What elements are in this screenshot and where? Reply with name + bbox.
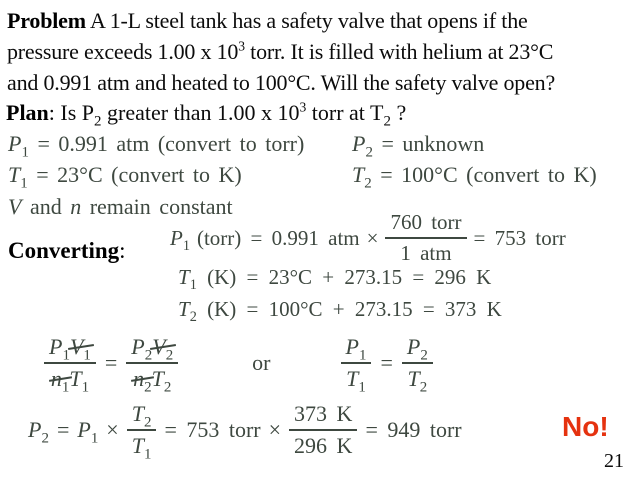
exponent: 3 xyxy=(299,99,307,115)
p1-token xyxy=(170,225,190,254)
given-t1-value: = 23°C (convert to K) xyxy=(27,162,242,187)
fraction-numerator: 373 K xyxy=(289,401,357,431)
math-var-v: V xyxy=(69,334,84,359)
math-var-t: T xyxy=(131,401,144,426)
subscript: 1 xyxy=(358,347,367,364)
converting-label xyxy=(8,238,126,264)
gas-law-row xyxy=(44,334,433,396)
combined-law-fraction-2 xyxy=(126,334,178,396)
problem-text-2a: pressure exceeds 1.00 x 10 xyxy=(7,39,239,64)
multiply-sign: × xyxy=(268,417,282,442)
math-var-t: T xyxy=(178,297,190,321)
cancelled-n1 xyxy=(50,366,70,396)
given-p2 xyxy=(352,131,485,161)
equals-sign: = xyxy=(380,350,393,375)
fraction-denominator xyxy=(402,364,432,396)
simplified-law-fraction-1 xyxy=(341,334,372,396)
math-var-t: T xyxy=(352,162,365,187)
plan-text-a: : Is P xyxy=(48,100,95,125)
subscript: 1 xyxy=(62,347,70,364)
plan-text-b: greater than 1.00 x 10 xyxy=(101,100,300,125)
cancelled-n2 xyxy=(133,366,152,396)
math-var-p: P xyxy=(49,334,63,359)
subscript: 1 xyxy=(21,144,29,161)
problem-line-3 xyxy=(7,67,555,98)
subscript: 2 xyxy=(189,309,197,326)
math-var-p: P xyxy=(28,417,42,442)
math-var-n: n xyxy=(70,194,82,219)
given-t1 xyxy=(8,162,242,192)
multiply-sign: × xyxy=(106,417,119,442)
math-var-p: P xyxy=(131,334,145,359)
exponent: 3 xyxy=(238,38,245,54)
p1-token xyxy=(49,334,70,364)
subscript: 2 xyxy=(419,379,428,396)
plan-text-d: ? xyxy=(390,100,407,125)
fraction-numerator xyxy=(126,334,178,364)
p2-token xyxy=(131,334,153,364)
math-var-t: T xyxy=(178,265,190,289)
subscript: 2 xyxy=(144,347,153,364)
fraction-denominator xyxy=(127,431,157,463)
math-var-t: T xyxy=(151,366,164,391)
given-p2-value: = unknown xyxy=(372,131,485,156)
eq-text: (K) = 23°C + 273.15 = 296 K xyxy=(196,265,492,289)
math-var-n: n xyxy=(50,366,62,391)
subscript: 1 xyxy=(358,379,366,396)
plan-text-c: torr at T xyxy=(306,100,384,125)
fraction-numerator: 760 torr xyxy=(385,210,466,239)
subscript: 2 xyxy=(165,347,174,364)
and-text: and xyxy=(21,194,71,219)
fraction-numerator xyxy=(341,334,372,364)
math-var-t: T xyxy=(8,162,21,187)
converting-colon: : xyxy=(119,238,126,263)
cancelled-v2 xyxy=(152,334,174,364)
p1-token xyxy=(77,417,99,447)
final-equation xyxy=(28,401,462,463)
t1-token xyxy=(69,366,90,396)
fraction-denominator: 296 K xyxy=(294,433,353,458)
page-number: 21 xyxy=(604,450,624,472)
math-var-p: P xyxy=(170,225,183,250)
fraction-denominator xyxy=(128,364,176,396)
constants-text: remain constant xyxy=(81,194,233,219)
math-var-t: T xyxy=(131,433,144,458)
subscript: 2 xyxy=(163,379,172,396)
equals-sign: = xyxy=(56,417,70,442)
math-var-v: V xyxy=(8,194,22,219)
subscript: 1 xyxy=(182,237,190,254)
math-var-t: T xyxy=(69,366,82,391)
p2-token xyxy=(28,417,49,447)
plan-label: Plan xyxy=(6,100,49,125)
p2-subscript: 2 xyxy=(94,113,102,130)
eq-text: (torr) = 0.991 atm xyxy=(196,225,360,250)
eq-text: (K) = 100°C + 273.15 = 373 K xyxy=(196,297,502,321)
subscript: 2 xyxy=(144,379,152,396)
subscript: 2 xyxy=(41,430,49,447)
problem-text-3: and 0.991 atm and heated to 100°C. Will the safety valve open? xyxy=(7,70,556,95)
math-var-p: P xyxy=(352,131,366,156)
subscript: 1 xyxy=(81,379,90,396)
converting-eq-t2 xyxy=(178,297,502,326)
converting-eq-t1 xyxy=(178,265,492,294)
problem-text-2b: torr. It is filled with helium at 23°C xyxy=(244,39,554,64)
given-t2-value: = 100°C (convert to K) xyxy=(371,162,597,187)
subscript: 1 xyxy=(20,175,28,192)
t2-subscript: 2 xyxy=(383,113,391,130)
temperature-ratio-fraction xyxy=(127,401,157,463)
math-var-p: P xyxy=(406,334,421,359)
or-label: or xyxy=(252,350,271,375)
kelvin-ratio-fraction xyxy=(289,401,357,459)
subscript: 1 xyxy=(189,277,197,294)
subscript: 1 xyxy=(61,379,70,396)
conversion-fraction xyxy=(385,210,466,266)
simplified-law-fraction-2 xyxy=(402,334,433,396)
cancelled-v1 xyxy=(69,334,91,364)
math-var-p: P xyxy=(77,417,91,442)
problem-text-1: A 1-L steel tank has a safety valve that opens if the xyxy=(85,8,528,33)
converting-eq-pressure xyxy=(170,210,566,266)
given-p1-value: = 0.991 atm (convert to torr) xyxy=(28,131,305,156)
math-var-p: P xyxy=(8,131,22,156)
subscript: 2 xyxy=(143,414,152,431)
answer-label: No! xyxy=(562,411,609,442)
math-var-n: n xyxy=(133,366,145,391)
fraction-numerator xyxy=(402,334,433,364)
subscript: 1 xyxy=(143,446,152,463)
problem-line-2 xyxy=(7,36,555,67)
combined-law-fraction-1 xyxy=(44,334,96,396)
subscript: 1 xyxy=(90,430,99,447)
eq-result: = 753 torr xyxy=(473,225,566,250)
intermediate-result: = 753 torr xyxy=(164,417,261,442)
subscript: 2 xyxy=(365,144,373,161)
final-result: = 949 torr xyxy=(365,417,462,442)
subscript: 2 xyxy=(364,175,372,192)
problem-statement xyxy=(7,5,555,98)
given-p1 xyxy=(8,131,305,161)
subscript: 2 xyxy=(420,347,428,364)
plan-line xyxy=(6,99,407,130)
problem-label: Problem xyxy=(7,8,86,33)
equals-sign: = xyxy=(104,350,118,375)
fraction-numerator xyxy=(44,334,96,364)
multiply-sign: × xyxy=(366,225,379,250)
problem-line-1 xyxy=(7,5,555,36)
math-var-v: V xyxy=(152,334,166,359)
math-var-p: P xyxy=(345,334,359,359)
converting-label-text: Converting xyxy=(8,238,120,263)
given-t2 xyxy=(352,162,597,192)
subscript: 1 xyxy=(83,347,91,364)
math-var-t: T xyxy=(407,366,420,391)
fraction-denominator xyxy=(46,364,94,396)
fraction-denominator: 1 atm xyxy=(400,241,452,265)
fraction-numerator xyxy=(127,401,157,431)
t2-token xyxy=(151,366,172,396)
fraction-denominator xyxy=(341,364,371,396)
math-var-t: T xyxy=(346,366,359,391)
